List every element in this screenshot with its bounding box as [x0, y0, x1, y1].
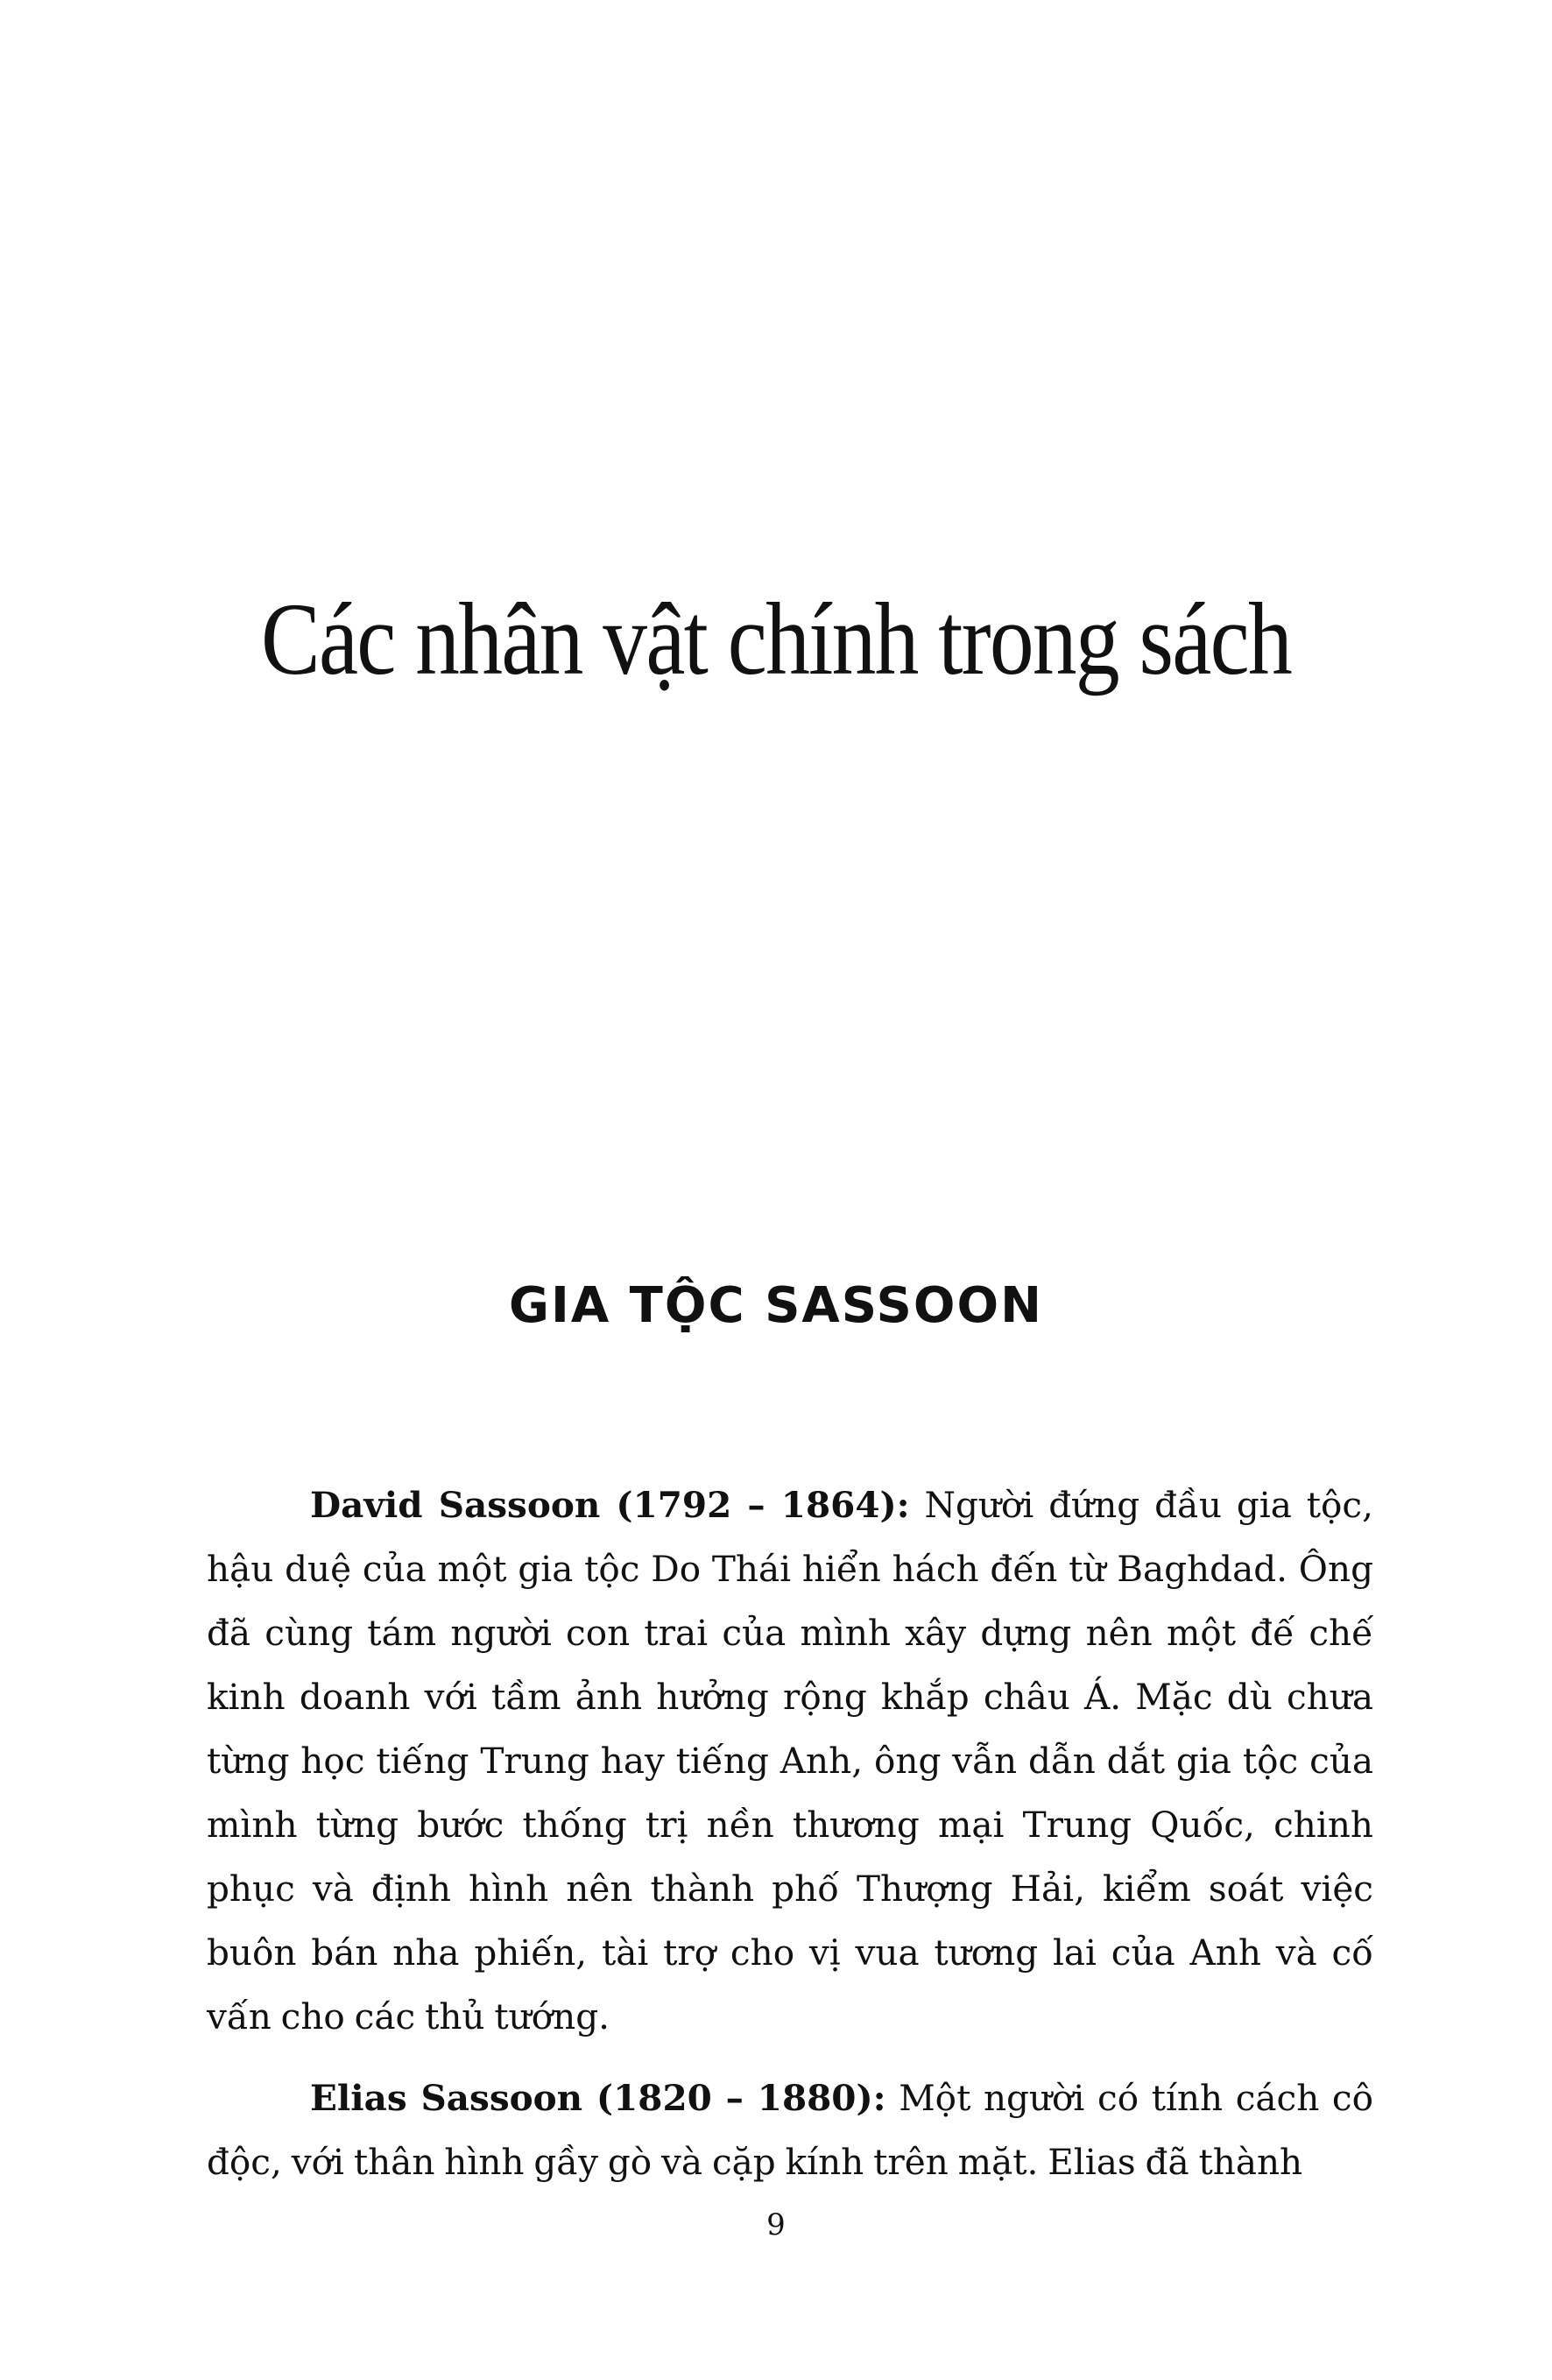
entry-description: Một người có tính cách cô độc, với thân hình gầy gò và cặp kính trên mặt. Elias đã thành [207, 2077, 1373, 2183]
body-text [207, 1473, 1373, 2212]
page-number: 9 [766, 2207, 786, 2242]
page-title: Các nhân vật chính trong sách [261, 582, 1291, 696]
entry-paragraph [207, 2066, 1373, 2194]
entry-name: David Sassoon (1792 – 1864): [310, 1484, 910, 1526]
entry-description: Người đứng đầu gia tộc, hậu duệ của một gia tộc Do Thái hiển hách đến từ Baghdad. Ông đã cùng tám người con trai của mình xây dựng nên một đế chế kinh doanh với tầm ảnh hưởng rộng khắp châu Á. Mặc dù chưa từng học tiếng Trung hay tiếng Anh, ông vẫn dẫn dắt gia tộc của mình từng bước thống trị nền thương mại Trung Quốc, chinh phục và định hình nên thành phố Thượng Hải, kiểm soát việc buôn bán nha phiến, tài trợ cho vị vua tương lai của Anh và cố vấn cho các thủ tướng. [207, 1484, 1373, 2037]
entry-paragraph [207, 1473, 1373, 2049]
section-heading: GIA TỘC SASSOON [509, 1277, 1043, 1334]
entry-name: Elias Sassoon (1820 – 1880): [310, 2077, 886, 2119]
